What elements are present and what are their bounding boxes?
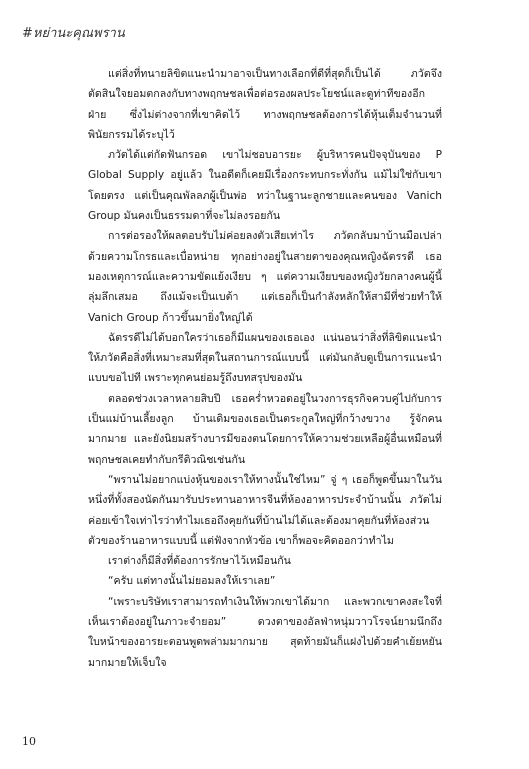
paragraph: “เพราะบริษัทเราสามารถทำเงินให้พวกเขาได้มาก และพวกเขาคงสะใจที่เห็นเราต้องอยู่ในภาวะจำยอม” ดวงตาของอัลฟ่าหนุ่มวาวโรจน์ยามนึกถึงใบหน้าของอารยะตอนพูดพล่ามมากมาย สุดท้ายมันก็แฝงไปด้วยคำเย้ยหยันมากมายให้เจ็บใจ [88,595,442,669]
paragraph: เราต่างก็มีสิ่งที่ต้องการรักษาไว้เหมือนกัน [108,555,291,568]
paragraph: การต่อรองให้ผลตอบรับไม่ค่อยลงตัวเสียเท่าไร ภวัตกลับมาบ้านมือเปล่าด้วยความโกรธและเบื่อหน่าย ทุกอย่างอยู่ในสายตาของคุณหญิงฉัตรรดี เธอมองเหตุการณ์และความขัดแย้งเงียบ ๆ แต่ความเงียบของหญิงวัยกลางคนผู้นี้ลุ่มลึกเสมอ ถึงแม้จะเป็นเบต้า แต่เธอก็เป็นกำลังหลักให้สามีที่ช่วยทำให้ Vanich Group ก้าวขึ้นมายิ่งใหญ่ได้ [88,230,442,324]
paragraph: ตลอดช่วงเวลาหลายสิบปี เธอคร่ำหวอดอยู่ในวงการธุรกิจควบคู่ไปกับการเป็นแม่บ้านเลี้ยงลูก บ้านเดิมของเธอเป็นตระกูลใหญ่ที่กว้างขวาง รู้จักคนมากมาย และยังนิยมสร้างบารมีของตนโดยการให้ความช่วยเหลือผู้อื่นเหมือนที่พฤกษชลเคยทำกับกรีติวณิชเช่นกัน [88,392,442,466]
paragraph: แต่สิ่งที่ทนายลิขิตแนะนำมาอาจเป็นทางเลือกที่ดีที่สุดก็เป็นได้ ภวัตจึงตัดสินใจยอมตกลงกับทางพฤกษชลเพื่อต่อรองผลประโยชน์และดูท่าทีของอีกฝ่าย ซึ่งไม่ต่างจากที่เขาคิดไว้ ทางพฤกษชลต้องการได้หุ้นเต็มจำนวนที่พินัยกรรมได้ระบุไว้ [88,68,442,141]
paragraph: “ครับ แต่ทางนั้นไม่ยอมลงให้เราเลย” [108,575,276,588]
paragraph: “พรานไม่อยากแบ่งหุ้นของเราให้ทางนั้นใช่ไหม” จู่ ๆ เธอก็พูดขึ้นมาในวันหนึ่งที่ทั้งสองนัดกันมารับประทานอาหารจีนที่ห้องอาหารประจำบ้านนั้น ภวัตไม่ค่อยเข้าใจเท่าไรว่าทำไมเธอถึงคุยกันที่บ้านไม่ได้และต้องมาคุยกันที่ห้องส่วนตัวของร้านอาหารแบบนี้ แต่ฟังจากหัวข้อ เขาก็พอจะคิดออกว่าทำไม [88,473,442,547]
page-number: 10 [22,735,36,748]
paragraph: ภวัตได้แต่กัดฟันกรอด เขาไม่ชอบอารยะ ผู้บริหารคนปัจจุบันของ P Global Supply อยู่แล้ว ในอดีตก็เคยมีเรื่องกระทบกระทั่งกัน แม้ไม่ใช่กับเขาโดยตรง แต่เป็นคุณพัลลภผู้เป็นพ่อ ทว่าในฐานะลูกชายและคนของ Vanich Group มันคงเป็นธรรมดาที่จะไม่ลงรอยกัน [88,149,442,223]
running-header: #หย่านะคุณพราน [22,26,125,41]
paragraph: ฉัตรรดีไม่ได้บอกใครว่าเธอก็มีแผนของเธอเอง แน่นอนว่าสิ่งที่ลิขิตแนะนำให้ภวัตคือสิ่งที่เหมาะสมที่สุดในสถานการณ์แบบนี้ แต่มันกลับดูเป็นการแนะนำแบบขอไปที เพราะทุกคนย่อมรู้ถึงบทสรุปของมัน [88,331,442,385]
body-text [88,64,442,673]
